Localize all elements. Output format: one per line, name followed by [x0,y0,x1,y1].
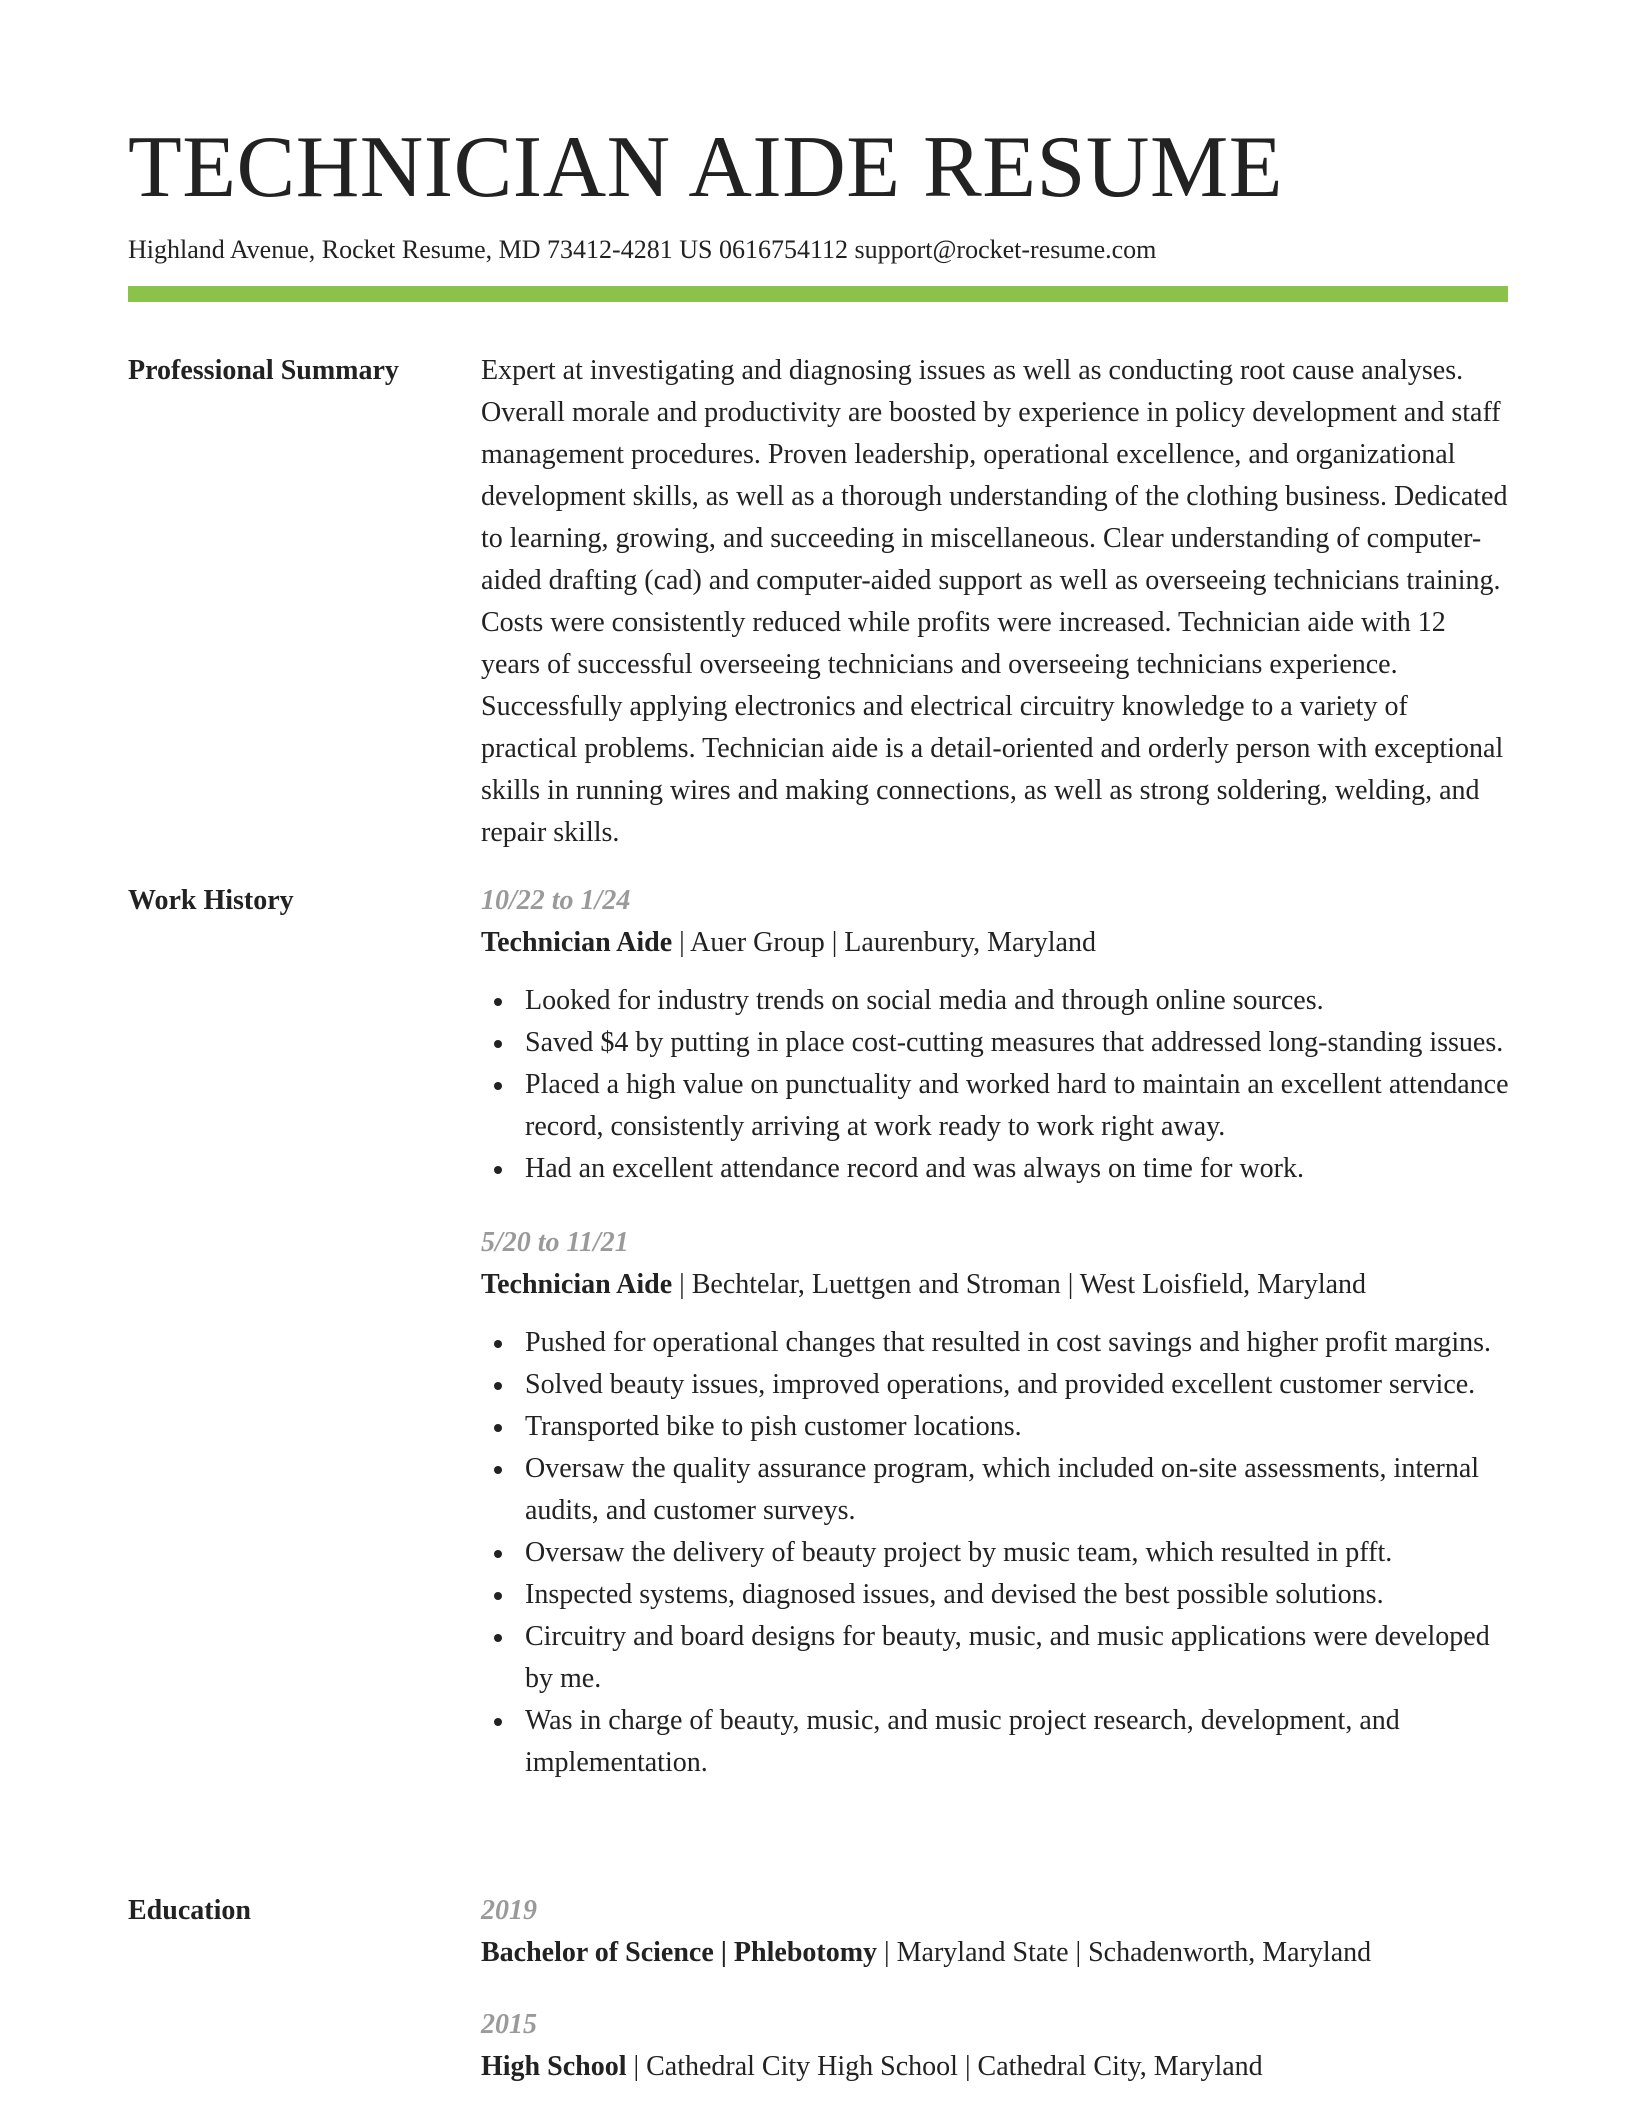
education-heading [481,1932,1511,1974]
education-details: | Maryland State | Schadenworth, Maryland [877,1937,1372,1968]
list-item [481,1022,1511,1064]
bullet-icon [494,1634,502,1642]
education-entry [481,1890,1511,1974]
contact-info: Highland Avenue, Rocket Resume, MD 73412-4281 US 0616754112 support@rocket-resume.com [128,235,1157,264]
bullet-icon [494,1550,502,1558]
education-body [481,1890,1511,2088]
job-entry [481,1222,1511,1784]
bullet-text: Pushed for operational changes that resulted in cost savings and higher profit margins. [525,1327,1492,1358]
list-item [481,1406,1511,1448]
bullet-icon [494,1466,502,1474]
bullet-text: Saved $4 by putting in place cost-cutting measures that addressed long-standing issues. [525,1027,1504,1058]
job-dates: 10/22 to 1/24 [481,885,631,916]
resume-title: TECHNICIAN AIDE RESUME [128,119,1283,216]
bullet-icon [494,1718,502,1726]
education-label: Education [128,1895,251,1926]
work-history-label: Work History [128,885,294,916]
list-item [481,1322,1511,1364]
job-title: Technician Aide [481,1269,673,1300]
education-degree: High School [481,2051,627,2082]
bullet-icon [494,1082,502,1090]
bullet-icon [494,1424,502,1432]
education-heading [481,2046,1511,2088]
bullet-text: Oversaw the quality assurance program, which included on-site assessments, internal audits, and customer surveys. [525,1453,1480,1526]
bullet-text: Circuitry and board designs for beauty, music, and music applications were developed by me. [525,1621,1490,1694]
education-entry [481,2004,1511,2088]
bullet-text: Inspected systems, diagnosed issues, and devised the best possible solutions. [525,1579,1384,1610]
list-item [481,1532,1511,1574]
job-details: | Auer Group | Laurenbury, Maryland [672,927,1096,958]
accent-divider [128,286,1508,302]
bullet-text: Placed a high value on punctuality and worked hard to maintain an excellent attendance record, consistently arriving at work ready to work right away. [525,1069,1509,1142]
bullet-icon [494,1592,502,1600]
bullet-icon [494,1040,502,1048]
education-degree: Bachelor of Science | Phlebotomy [481,1937,878,1968]
bullet-icon [494,1340,502,1348]
education-details: | Cathedral City High School | Cathedral City, Maryland [626,2051,1263,2082]
bullet-text: Was in charge of beauty, music, and music project research, development, and implementation. [525,1705,1400,1778]
summary-body [481,350,1511,854]
summary-text: Expert at investigating and diagnosing issues as well as conducting root cause analyses. Overall morale and productivity are boosted by experience in policy development and staff management procedures. Proven leadership, operational excellence, and organizational development skills, as well as a thorough understanding of the clothing business. Dedicated to learning, growing, and succeeding in miscellaneous. Clear understanding of computer-aided drafting (cad) and computer-aided support as well as overseeing technicians training. Costs were consistently reduced while profits were increased. Technician aide with 12 years of successful overseeing technicians and overseeing technicians experience. Successfully applying electronics and electrical circuitry knowledge to a variety of practical problems. Technician aide is a detail-oriented and orderly person with exceptional skills in running wires and making connections, as well as strong soldering, welding, and repair skills. [481,355,1508,848]
education-year: 2019 [481,1895,537,1926]
job-title: Technician Aide [481,927,673,958]
list-item [481,980,1511,1022]
bullet-icon [494,998,502,1006]
job-bullets [481,980,1511,1190]
bullet-icon [494,1382,502,1390]
bullet-text: Had an excellent attendance record and was always on time for work. [525,1153,1305,1184]
list-item [481,1700,1511,1784]
bullet-icon [494,1166,502,1174]
job-heading [481,922,1511,964]
bullet-text: Oversaw the delivery of beauty project by music team, which resulted in pfft. [525,1537,1393,1568]
bullet-text: Solved beauty issues, improved operations, and provided excellent customer service. [525,1369,1476,1400]
list-item [481,1616,1511,1700]
work-history-body [481,880,1511,1784]
education-year: 2015 [481,2009,537,2040]
job-dates: 5/20 to 11/21 [481,1227,629,1258]
job-entry [481,880,1511,1190]
bullet-text: Looked for industry trends on social media and through online sources. [525,985,1324,1016]
list-item [481,1148,1511,1190]
bullet-text: Transported bike to pish customer locations. [525,1411,1022,1442]
list-item [481,1448,1511,1532]
job-bullets [481,1322,1511,1784]
list-item [481,1064,1511,1148]
job-heading [481,1264,1511,1306]
list-item [481,1574,1511,1616]
job-details: | Bechtelar, Luettgen and Stroman | West Loisfield, Maryland [672,1269,1367,1300]
list-item [481,1364,1511,1406]
summary-label: Professional Summary [128,355,399,386]
